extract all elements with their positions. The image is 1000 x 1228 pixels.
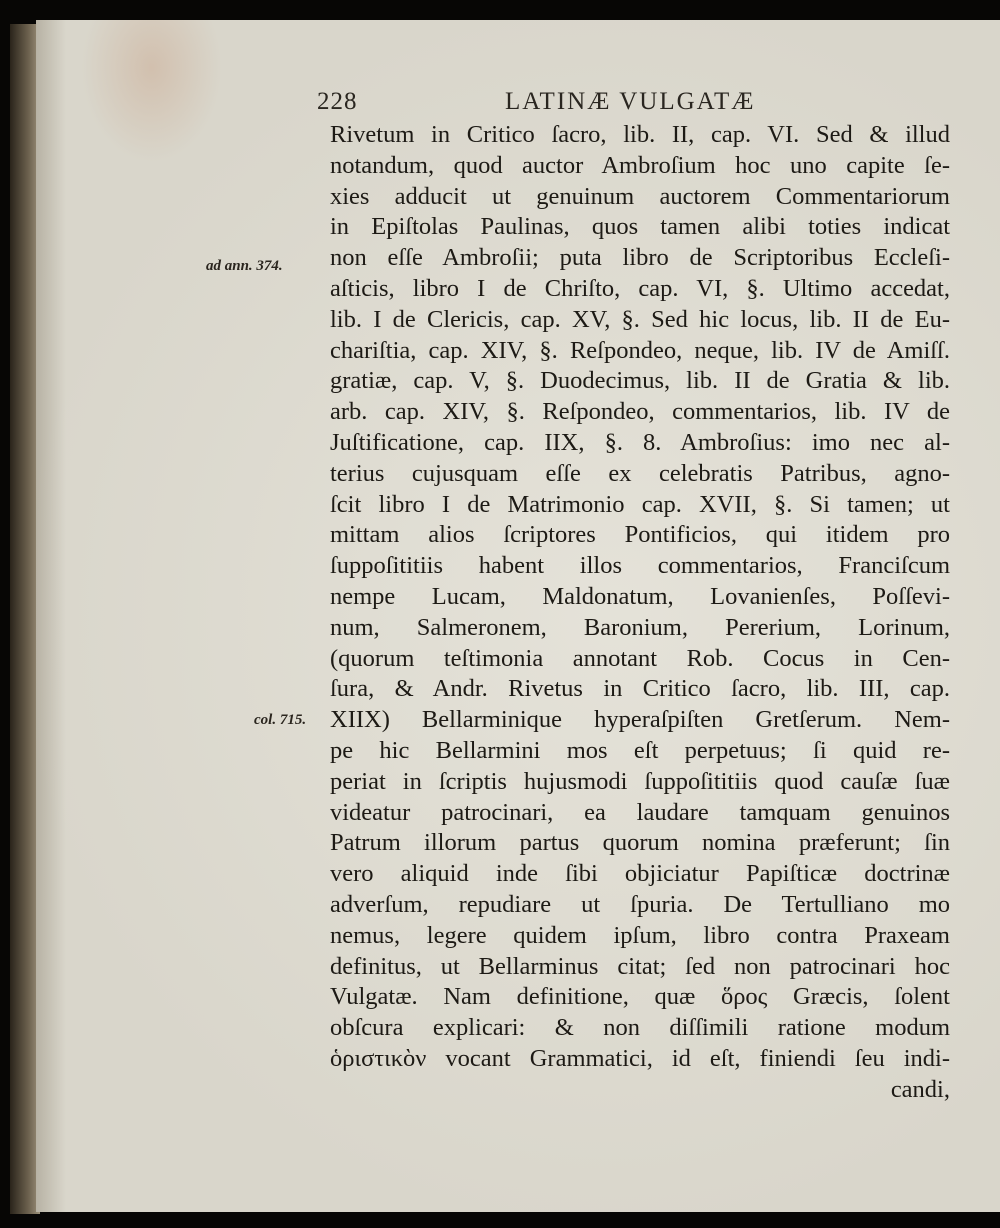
text-line: gratiæ, cap. V, §. Duodecimus, lib. II de Gratia & lib. bbox=[330, 367, 950, 395]
text-line: Vulgatæ. Nam definitione, quæ ὅρος Græcis, ſolent bbox=[330, 983, 950, 1011]
text-line: vero aliquid inde ſibi objiciatur Papiſticæ doctrinæ bbox=[330, 860, 950, 888]
margin-note: col. 715. bbox=[254, 712, 307, 728]
text-line: ſcit libro I de Matrimonio cap. XVII, §. Si tamen; ut bbox=[330, 490, 950, 518]
page-number: 228 bbox=[317, 88, 358, 115]
text-line: ſuppoſititiis habent illos commentarios, Franciſcum bbox=[330, 552, 950, 580]
text-line: ὁριστικὸν vocant Grammatici, id eſt, finiendi ſeu indi- bbox=[330, 1044, 950, 1072]
text-line: aſticis, libro I de Chriſto, cap. VI, §. Ultimo accedat, bbox=[330, 274, 950, 302]
text-line: num, Salmeronem, Baronium, Pererium, Lorinum, bbox=[330, 613, 950, 641]
text-line: obſcura explicari: & non diſſimili ratione modum bbox=[330, 1014, 950, 1042]
text-line: nemus, legere quidem ipſum, libro contra Praxeam bbox=[330, 921, 950, 949]
text-line: chariſtia, cap. XIV, §. Reſpondeo, neque, lib. IV de Amiſſ. bbox=[330, 336, 950, 364]
text-line: definitus, ut Bellarminus citat; ſed non patrocinari hoc bbox=[330, 952, 950, 980]
text-line: terius cujusquam eſſe ex celebratis Patribus, agno- bbox=[330, 459, 950, 487]
text-line: XIIX) Bellarminique hyperaſpiſten Gretſerum. Nem- bbox=[330, 706, 950, 734]
text-line: lib. I de Clericis, cap. XV, §. Sed hic locus, lib. II de Eu- bbox=[330, 305, 950, 333]
margin-note: ad ann. 374. bbox=[206, 258, 283, 274]
text-line: xies adducit ut genuinum auctorem Commentariorum bbox=[330, 182, 950, 210]
text-line: Rivetum in Critico ſacro, lib. II, cap. VI. Sed & illud bbox=[330, 121, 950, 148]
text-line: nempe Lucam, Maldonatum, Lovanienſes, Poſſevi- bbox=[330, 582, 950, 610]
text-line: videatur patrocinari, ea laudare tamquam genuinos bbox=[330, 798, 950, 826]
text-line: adverſum, repudiare ut ſpuria. De Tertulliano mo bbox=[330, 890, 950, 918]
body-text bbox=[330, 120, 950, 1106]
text-line: non eſſe Ambroſii; puta libro de Scriptoribus Eccleſi- bbox=[330, 244, 950, 272]
text-line: ſura, & Andr. Rivetus in Critico ſacro, lib. III, cap. bbox=[330, 675, 950, 703]
text-line: periat in ſcriptis hujusmodi ſuppoſititiis quod cauſæ ſuæ bbox=[330, 767, 950, 795]
text-line: Juſtificatione, cap. IIX, §. 8. Ambroſius: imo nec al- bbox=[330, 428, 950, 456]
text-line: in Epiſtolas Paulinas, quos tamen alibi toties indicat bbox=[330, 213, 950, 241]
text-line: (quorum teſtimonia annotant Rob. Cocus in Cen- bbox=[330, 644, 950, 672]
catchword: candi, bbox=[890, 1075, 950, 1103]
text-line: pe hic Bellarmini mos eſt perpetuus; ſi quid re- bbox=[330, 736, 950, 764]
text-line: arb. cap. XIV, §. Reſpondeo, commentarios, lib. IV de bbox=[330, 398, 950, 426]
running-title: LATINÆ VULGATÆ bbox=[505, 88, 756, 115]
text-line: notandum, quod auctor Ambroſium hoc uno capite ſe- bbox=[330, 151, 950, 179]
text-line: mittam alios ſcriptores Pontificios, qui itidem pro bbox=[330, 521, 950, 549]
text-line: Patrum illorum partus quorum nomina præferunt; ſin bbox=[330, 829, 950, 857]
